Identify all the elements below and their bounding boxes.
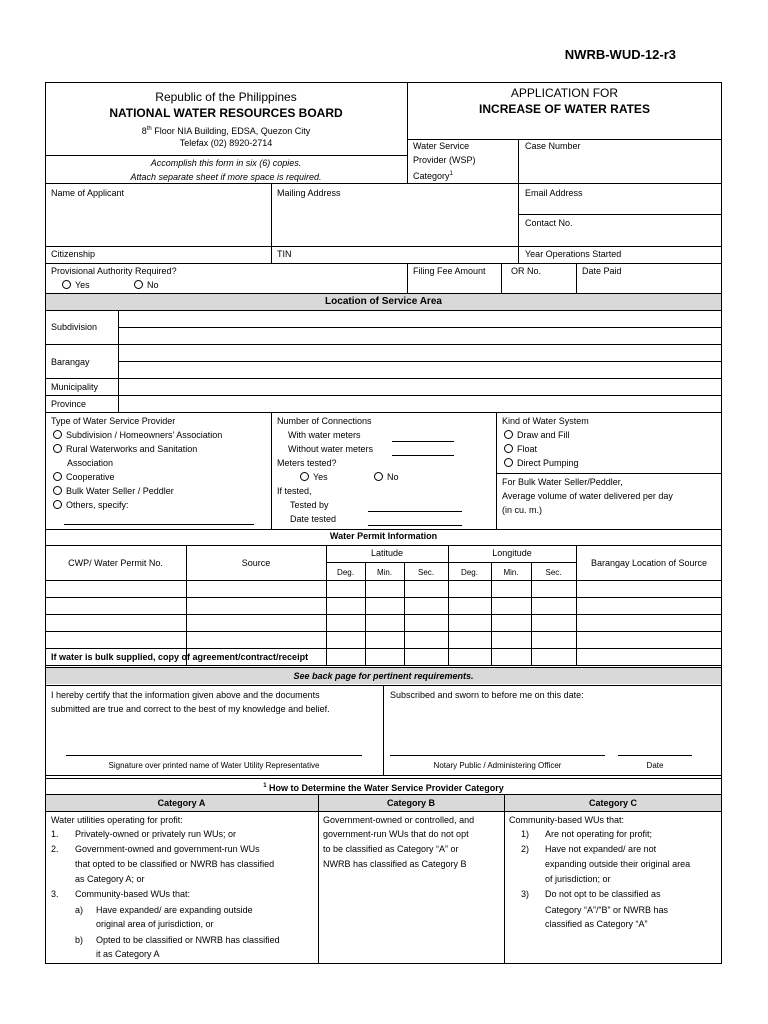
divider — [45, 412, 722, 413]
date-paid-label: Date Paid — [582, 266, 622, 276]
meters-tested-yes[interactable]: Yes — [300, 472, 328, 483]
subdivision-label: Subdivision — [51, 322, 98, 332]
cat-c-num-2: 2) — [521, 844, 530, 854]
divider — [407, 263, 408, 293]
latitude-header: Latitude — [370, 548, 404, 558]
divider — [576, 263, 577, 293]
divider — [45, 648, 722, 649]
certify-line-2: submitted are true and correct to the best of my knowledge and belief. — [51, 704, 330, 714]
certify-line-1: I hereby certify that the information given above and the documents — [51, 690, 320, 700]
divider — [504, 794, 505, 964]
divider — [45, 580, 722, 581]
divider — [45, 293, 722, 294]
divider — [45, 155, 407, 156]
or-no-label: OR No. — [511, 266, 542, 276]
application-title: INCREASE OF WATER RATES — [479, 102, 650, 116]
divider — [496, 412, 497, 529]
radio-icon[interactable] — [300, 472, 309, 481]
long-min-header: Min. — [503, 568, 519, 577]
radio-icon[interactable] — [504, 444, 513, 453]
divider — [45, 665, 722, 666]
provider-option-others[interactable]: Others, specify: — [53, 500, 129, 511]
radio-icon[interactable] — [53, 472, 62, 481]
filing-fee-label: Filing Fee Amount — [413, 266, 486, 276]
cat-a-num-2: 2. — [51, 844, 59, 854]
application-for: APPLICATION FOR — [510, 86, 619, 100]
divider — [518, 183, 519, 263]
bulk-volume-label-3: (in cu. m.) — [502, 505, 543, 515]
citizenship-label: Citizenship — [51, 249, 96, 259]
contact-no-label: Contact No. — [525, 218, 573, 228]
divider — [45, 344, 722, 345]
date-tested-label: Date tested — [290, 514, 337, 524]
cat-c-intro: Community-based WUs that: — [509, 815, 625, 825]
provider-option-cooperative[interactable]: Cooperative — [53, 472, 115, 483]
cat-c-item-3b: Category “A”/“B” or NWRB has — [545, 905, 669, 915]
divider — [271, 412, 272, 529]
divider — [501, 263, 502, 293]
agency-telefax: Telefax (02) 8920-2714 — [179, 138, 273, 148]
date-label: Date — [646, 761, 664, 770]
cat-c-item-3c: classified as Category “A” — [545, 919, 648, 929]
divider — [318, 794, 319, 964]
divider — [518, 214, 722, 215]
cat-c-num-1: 1) — [521, 829, 530, 839]
divider — [45, 263, 722, 264]
radio-icon[interactable] — [134, 280, 143, 289]
divider — [45, 778, 722, 779]
barangay-label: Barangay — [51, 357, 90, 367]
source-header: Source — [241, 558, 271, 568]
notary-line[interactable] — [390, 755, 605, 756]
country-name: Republic of the Philippines — [155, 90, 297, 104]
signature-line[interactable] — [66, 755, 362, 756]
cat-b-line-1: Government-owned or controlled, and — [323, 815, 475, 825]
cwp-header: CWP/ Water Permit No. — [68, 558, 163, 568]
form-code: NWRB-WUD-12-r3 — [564, 47, 676, 62]
radio-icon[interactable] — [504, 430, 513, 439]
long-deg-header: Deg. — [461, 568, 478, 577]
cat-a-item-1: Privately-owned or privately run WUs; or — [75, 829, 237, 839]
email-address-label: Email Address — [525, 188, 583, 198]
divider — [448, 545, 449, 665]
bulk-volume-label-1: For Bulk Water Seller/Peddler, — [502, 477, 623, 487]
divider — [45, 614, 722, 615]
cat-a-sub-b-2: it as Category A — [96, 949, 160, 959]
provisional-authority-label: Provisional Authority Required? — [51, 266, 177, 276]
divider — [271, 183, 272, 263]
if-tested-label: If tested, — [277, 486, 312, 496]
cat-a-num-3: 3. — [51, 889, 59, 899]
divider — [45, 811, 722, 812]
divider — [118, 361, 722, 362]
agency-address: 8th Floor NIA Building, EDSA, Quezon City — [141, 126, 311, 136]
case-number-label: Case Number — [525, 141, 581, 151]
cat-c-item-3a: Do not opt to be classified as — [545, 889, 661, 899]
radio-icon[interactable] — [504, 458, 513, 467]
cat-c-num-3: 3) — [521, 889, 530, 899]
cat-a-item-3: Community-based WUs that: — [75, 889, 191, 899]
radio-icon[interactable] — [374, 472, 383, 481]
signature-label: Signature over printed name of Water Utility Representative — [108, 761, 320, 770]
date-tested-line[interactable] — [368, 525, 462, 526]
connections-title: Number of Connections — [277, 416, 372, 426]
tested-by-line[interactable] — [368, 511, 462, 512]
kind-system-title: Kind of Water System — [502, 416, 589, 426]
agency-name: NATIONAL WATER RESOURCES BOARD — [109, 106, 343, 120]
provider-option-rural-cont: Association — [67, 458, 114, 468]
cat-b-line-4: NWRB has classified as Category B — [323, 859, 467, 869]
province-label: Province — [51, 399, 87, 409]
municipality-label: Municipality — [51, 382, 99, 392]
divider — [45, 775, 722, 776]
divider — [518, 139, 519, 183]
cat-b-line-3: to be classified as Category “A” or — [323, 844, 459, 854]
divider — [118, 327, 722, 328]
wsp-category-label-2: Provider (WSP) — [413, 155, 476, 165]
divider — [45, 631, 722, 632]
year-operations-label: Year Operations Started — [525, 249, 622, 259]
radio-icon[interactable] — [53, 500, 62, 509]
name-of-applicant-label: Name of Applicant — [51, 188, 125, 198]
location-title: Location of Service Area — [325, 296, 442, 307]
cat-c-item-2b: expanding outside their original area — [545, 859, 691, 869]
mailing-address-label: Mailing Address — [277, 188, 341, 198]
cat-a-item-2b: that opted to be classified or NWRB has classified — [75, 859, 275, 869]
radio-icon[interactable] — [53, 444, 62, 453]
divider — [45, 529, 722, 530]
date-line[interactable] — [618, 755, 692, 756]
tin-label: TIN — [277, 249, 292, 259]
barangay-source-header: Barangay Location of Source — [590, 558, 708, 568]
cat-c-item-1: Are not operating for profit; — [545, 829, 653, 839]
meters-tested-no[interactable]: No — [374, 472, 399, 483]
divider — [45, 378, 722, 379]
lat-min-header: Min. — [376, 568, 393, 577]
others-specify-line[interactable] — [64, 524, 254, 525]
divider — [407, 139, 722, 140]
tested-by-label: Tested by — [290, 500, 329, 510]
with-meters-label: With water meters — [288, 430, 361, 440]
sworn-label: Subscribed and sworn to before me on this date: — [390, 690, 584, 700]
permit-title: Water Permit Information — [329, 531, 438, 541]
kind-direct-pumping[interactable]: Direct Pumping — [504, 458, 579, 469]
cat-a-item-2a: Government-owned and government-run WUs — [75, 844, 260, 854]
back-page-note: See back page for pertinent requirements. — [293, 671, 474, 681]
meters-tested-label: Meters tested? — [277, 458, 337, 468]
category-c-title: Category C — [588, 798, 637, 808]
cat-a-sub-b-1: Opted to be classified or NWRB has classified — [96, 935, 280, 945]
divider — [45, 395, 722, 396]
provider-option-rural[interactable]: Rural Waterworks and Sanitation — [53, 444, 197, 455]
instruction-attach: Attach separate sheet if more space is required. — [130, 172, 322, 182]
category-a-title: Category A — [157, 798, 206, 808]
provisional-yes-option[interactable]: Yes — [62, 280, 90, 291]
radio-icon[interactable] — [53, 486, 62, 495]
cat-a-sub-a-1: Have expanded/ are expanding outside — [96, 905, 253, 915]
cat-a-intro: Water utilities operating for profit: — [51, 815, 183, 825]
kind-draw-fill[interactable]: Draw and Fill — [504, 430, 570, 441]
cat-c-item-2a: Have not expanded/ are not — [545, 844, 657, 854]
cat-c-item-2c: of jurisdiction; or — [545, 874, 611, 884]
divider — [45, 545, 722, 546]
kind-float[interactable]: Float — [504, 444, 537, 455]
provider-option-subdivision[interactable]: Subdivision / Homeowners’ Association — [53, 430, 222, 441]
cat-a-num-1: 1. — [51, 829, 59, 839]
cat-a-sub-b-num: b) — [75, 935, 84, 945]
provisional-no-option[interactable]: No — [134, 280, 159, 291]
longitude-header: Longitude — [492, 548, 532, 558]
lat-sec-header: Sec. — [417, 568, 434, 577]
without-meters-label: Without water meters — [288, 444, 374, 454]
divider — [45, 310, 722, 311]
wsp-category-label-3: Category$^1$ — [413, 171, 453, 181]
provider-type-title: Type of Water Service Provider — [51, 416, 176, 426]
divider — [45, 246, 722, 247]
with-meters-line[interactable] — [392, 441, 454, 442]
radio-icon[interactable] — [53, 430, 62, 439]
cat-a-sub-a-2: original area of jurisdiction, or — [96, 919, 214, 929]
cat-b-line-2: government-run WUs that do not opt — [323, 829, 469, 839]
bulk-volume-label-2: Average volume of water delivered per day — [502, 491, 673, 501]
instruction-copies: Accomplish this form in six (6) copies. — [150, 158, 302, 168]
category-section-title: $^1$ How to Determine the Water Service Provider Category — [263, 783, 504, 793]
long-sec-header: Sec. — [545, 568, 562, 577]
divider — [45, 183, 722, 184]
provider-option-bulk[interactable]: Bulk Water Seller / Peddler — [53, 486, 174, 497]
wsp-category-label-1: Water Service — [413, 141, 470, 151]
divider — [45, 597, 722, 598]
without-meters-line[interactable] — [392, 455, 454, 456]
category-b-title: Category B — [386, 798, 435, 808]
bulk-supply-note: If water is bulk supplied, copy of agreement/contract/receipt — [51, 652, 309, 662]
radio-icon[interactable] — [62, 280, 71, 289]
divider — [496, 473, 722, 474]
cat-a-item-2c: as Category A; or — [75, 874, 145, 884]
divider — [326, 562, 576, 563]
lat-deg-header: Deg. — [337, 568, 354, 577]
cat-a-sub-a-num: a) — [75, 905, 84, 915]
divider — [383, 685, 384, 775]
notary-label: Notary Public / Administering Officer — [433, 761, 562, 770]
divider — [326, 545, 327, 665]
